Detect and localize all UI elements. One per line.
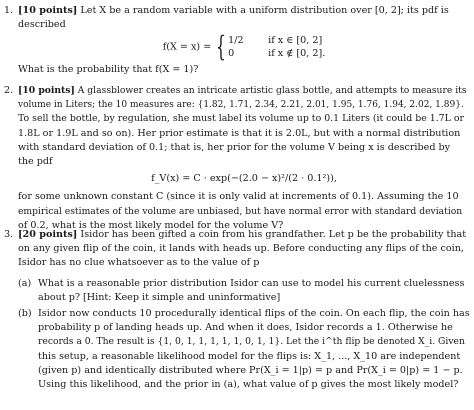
problem-2-text-6: the pdf xyxy=(18,156,53,168)
part-b-label: (b) xyxy=(18,308,32,320)
problem-3-number: 3. xyxy=(4,229,14,240)
problem-2-text-3: To sell the bottle, by regulation, she must label its volume up to 0.1 Liters (it could be 1.7L or xyxy=(18,113,464,125)
case-1-value: 1/2 xyxy=(228,35,244,47)
pdf-lhs: f(X = x) = xyxy=(162,41,212,53)
problem-2-text-4: 1.8L or 1.9L and so on). Her prior estimate is that it is 2.0L, but with a normal distribution xyxy=(18,127,461,139)
problem-3-part-a xyxy=(18,277,470,305)
part-b-text-5: (given p) and identically distributed where Pr(X_i = 1|p) = p and Pr(X_i = 0|p) = 1 − p. xyxy=(38,364,463,376)
part-b-text-1: Isidor now conducts 10 procedurally identical flips of the coin. On each flip, the coin has xyxy=(38,308,470,320)
problem-1-points: [10 points] xyxy=(18,5,78,16)
case-2-value: 0 xyxy=(228,48,235,60)
problem-2-line-1 xyxy=(18,84,470,98)
problem-2-number: 2. xyxy=(4,85,14,96)
problem-1-pdf-equation xyxy=(18,30,470,64)
problem-1-line-1 xyxy=(18,4,470,18)
part-a-text-1: What is a reasonable prior distribution Isidor can use to model his current cluelessness xyxy=(38,277,465,289)
problem-1-question: What is the probability that f(X = 1)? xyxy=(18,64,199,76)
problem-2-text-8: empirical estimates of the volume are unbiased, but have normal error with standard deviation xyxy=(18,205,463,217)
part-b-text-4: this setup, a reasonable likelihood model for the flips is: X_1, ..., X_10 are independent xyxy=(38,350,461,362)
part-b-text-6: Using this likelihood, and the prior in (a), what value of p gives the most likely model? xyxy=(38,379,459,391)
problem-3-text-3: Isidor has no clue whatsoever as to the value of p xyxy=(18,257,260,269)
part-b-text-3: records a 0. The result is {1, 0, 1, 1, 1, 1, 1, 0, 1, 1}. Let the i^th flip be denoted X_i. Given xyxy=(38,336,465,348)
part-a-text-2: about p? [Hint: Keep it simple and uninformative] xyxy=(38,291,281,303)
problem-2-prior-equation: f_V(x) = C · exp(−(2.0 − x)²/(2 · 0.1²)), xyxy=(151,173,337,185)
problem-3-part-b xyxy=(18,307,470,392)
problem-3-text-2: on any given flip of the coin, it lands with heads up. Before conducting any flips of the coin, xyxy=(18,243,464,255)
part-a-label: (a) xyxy=(18,277,32,289)
problem-3-line-1 xyxy=(18,228,470,242)
problem-1-text-1: Let X be a random variable with a uniform distribution over [0, 2]; its pdf is xyxy=(80,5,449,16)
problem-2-text-2: volume in Liters; the 10 measures are: {1.82, 1.71, 2.34, 2.21, 2.01, 1.95, 1.76, 1.94, 2.02, 1.89}. xyxy=(18,100,464,111)
case-1-condition: if x ∈ [0, 2] xyxy=(268,35,323,47)
problem-2 xyxy=(4,84,470,233)
problem-2-points: [10 points] xyxy=(18,85,75,96)
problem-3-text-1: Isidor has been gifted a coin from his grandfather. Let p be the probability that xyxy=(80,229,467,240)
part-b-text-2: probability p of landing heads up. And when it does, Isidor records a 1. Otherwise he xyxy=(38,322,453,334)
problem-1-number: 1. xyxy=(4,5,14,16)
brace-glyph: { xyxy=(216,30,227,64)
problem-1 xyxy=(4,4,470,78)
problem-2-text-1: A glassblower creates an intricate artistic glass bottle, and attempts to measure its xyxy=(77,85,467,96)
problem-3 xyxy=(4,228,470,392)
pdf-cases xyxy=(214,30,326,64)
problem-3-points: [20 points] xyxy=(18,229,78,240)
problem-2-text-5: with standard deviation of 0.1; that is, her prior for the volume V being x is described by xyxy=(18,141,451,153)
case-2-condition: if x ∉ [0, 2]. xyxy=(268,48,326,60)
problem-1-text-2: described xyxy=(18,19,66,31)
problem-2-text-7: for some unknown constant C (since it is only valid at increments of 0.1). Assuming the 10 xyxy=(18,191,459,203)
problem-2-text-9: of 0.2, what is the most likely model for the volume V? xyxy=(18,219,284,231)
